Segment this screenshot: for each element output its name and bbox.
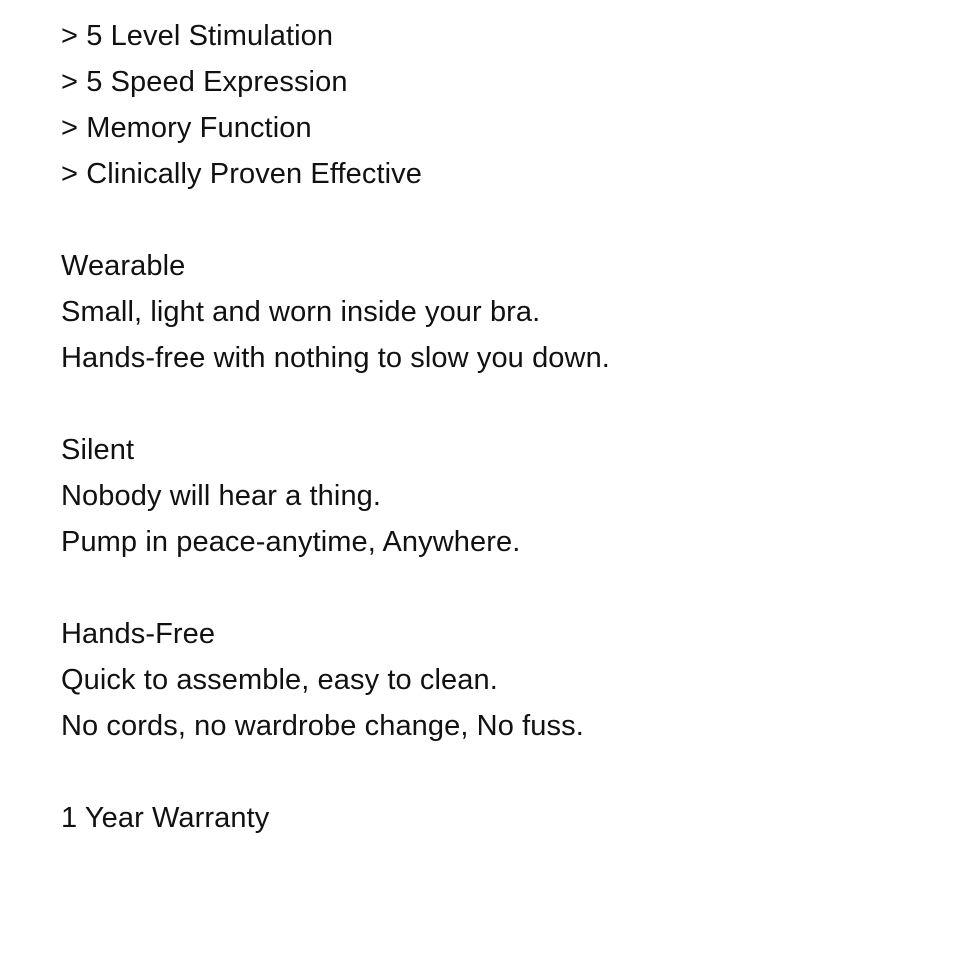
section-gap (61, 197, 921, 243)
product-description (61, 13, 921, 841)
section-heading: Hands-Free (61, 618, 216, 650)
section-hands-free (61, 611, 921, 749)
section-gap (61, 381, 921, 427)
section-text: Nobody will hear a thing. (61, 480, 382, 512)
section-heading: Silent (61, 434, 135, 466)
section-wearable (61, 243, 921, 381)
section-text: Small, light and worn inside your bra. (61, 296, 541, 328)
section-gap (61, 749, 921, 795)
feature-item: > 5 Level Stimulation (61, 20, 334, 52)
feature-list (61, 13, 921, 197)
section-silent (61, 427, 921, 565)
section-text: Quick to assemble, easy to clean. (61, 664, 498, 696)
section-heading: Wearable (61, 250, 186, 282)
section-text: No cords, no wardrobe change, No fuss. (61, 710, 584, 742)
section-text: Hands-free with nothing to slow you down. (61, 342, 610, 374)
feature-item: > Clinically Proven Effective (61, 158, 422, 190)
warranty-text: 1 Year Warranty (61, 802, 270, 834)
section-gap (61, 565, 921, 611)
feature-item: > 5 Speed Expression (61, 66, 348, 98)
feature-item: > Memory Function (61, 112, 312, 144)
section-text: Pump in peace-anytime, Anywhere. (61, 526, 521, 558)
